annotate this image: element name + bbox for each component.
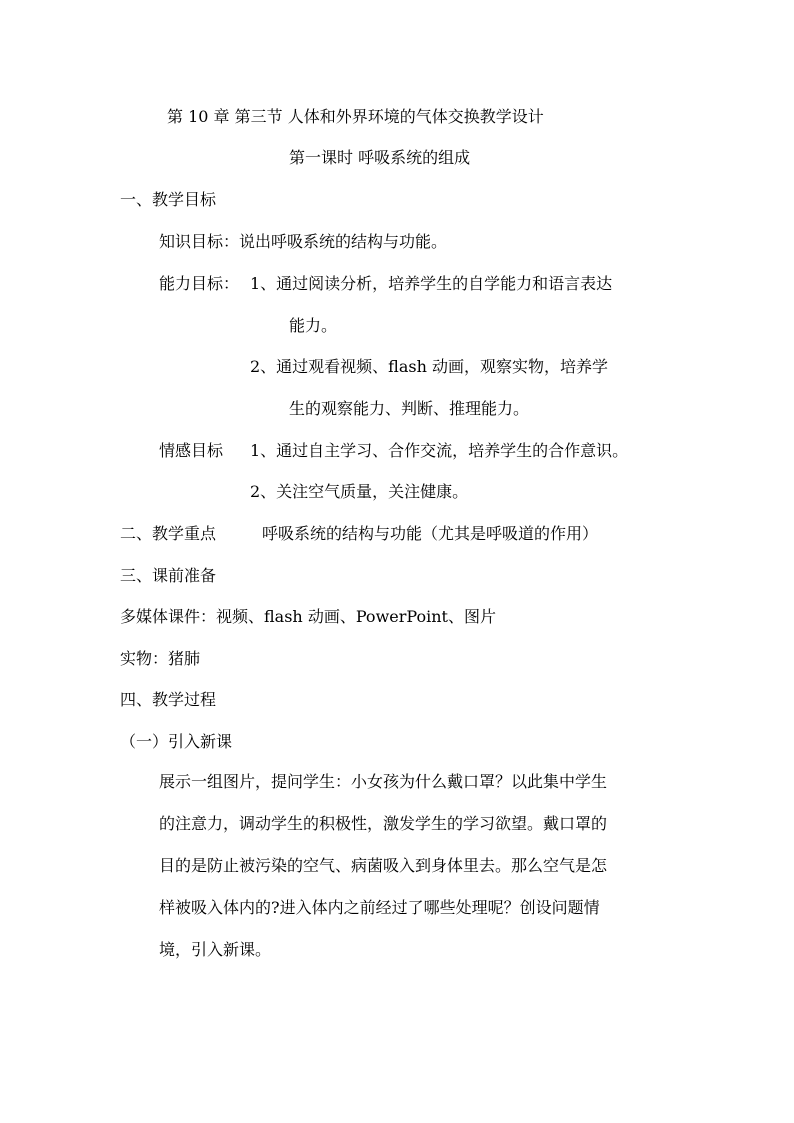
paragraph-line: 境，引入新课。 xyxy=(159,940,272,959)
ability-objective-1-line1: 1、通过阅读分析，培养学生的自学能力和语言表达 xyxy=(250,274,613,293)
real-object-materials: 实物：猪肺 xyxy=(120,649,201,668)
paragraph-line: 展示一组图片，提问学生：小女孩为什么戴口罩？以此集中学生 xyxy=(159,772,608,791)
introduction-paragraph xyxy=(159,772,607,982)
emotion-objective-2: 2、关注空气质量，关注健康。 xyxy=(250,482,469,501)
ability-objective-2-line2: 生的观察能力、判断、推理能力。 xyxy=(289,399,530,418)
knowledge-objective: 知识目标：说出呼吸系统的结构与功能。 xyxy=(159,232,448,251)
emotion-objective-1: 1、通过自主学习、合作交流，培养学生的合作意识。 xyxy=(250,441,629,460)
paragraph-line: 目的是防止被污染的空气、病菌吸入到身体里去。那么空气是怎 xyxy=(159,856,608,875)
ability-objective-1-line2: 能力。 xyxy=(289,316,338,335)
paragraph-line: 的注意力，调动学生的积极性，激发学生的学习欲望。戴口罩的 xyxy=(159,814,608,833)
multimedia-materials: 多媒体课件：视频、flash 动画、PowerPoint、图片 xyxy=(120,607,496,626)
document-subtitle: 第一课时 呼吸系统的组成 xyxy=(289,148,471,167)
paragraph-line: 样被吸入体内的?进入体内之前经过了哪些处理呢？创设问题情 xyxy=(159,898,600,917)
ability-objective-2-line1: 2、通过观看视频、flash 动画，观察实物，培养学 xyxy=(250,357,608,376)
document-title: 第 10 章 第三节 人体和外界环境的气体交换教学设计 xyxy=(167,107,544,126)
emotion-objective-label: 情感目标 xyxy=(159,441,224,460)
section-heading-preparation: 三、课前准备 xyxy=(120,566,217,585)
key-points-content: 呼吸系统的结构与功能（尤其是呼吸道的作用） xyxy=(262,524,599,543)
section-heading-process: 四、教学过程 xyxy=(120,690,217,709)
section-heading-key-points: 二、教学重点 xyxy=(120,524,217,543)
ability-objective-label: 能力目标： xyxy=(159,274,240,293)
subsection-heading-introduction: （一）引入新课 xyxy=(120,732,233,751)
section-heading-objectives: 一、教学目标 xyxy=(120,190,217,209)
